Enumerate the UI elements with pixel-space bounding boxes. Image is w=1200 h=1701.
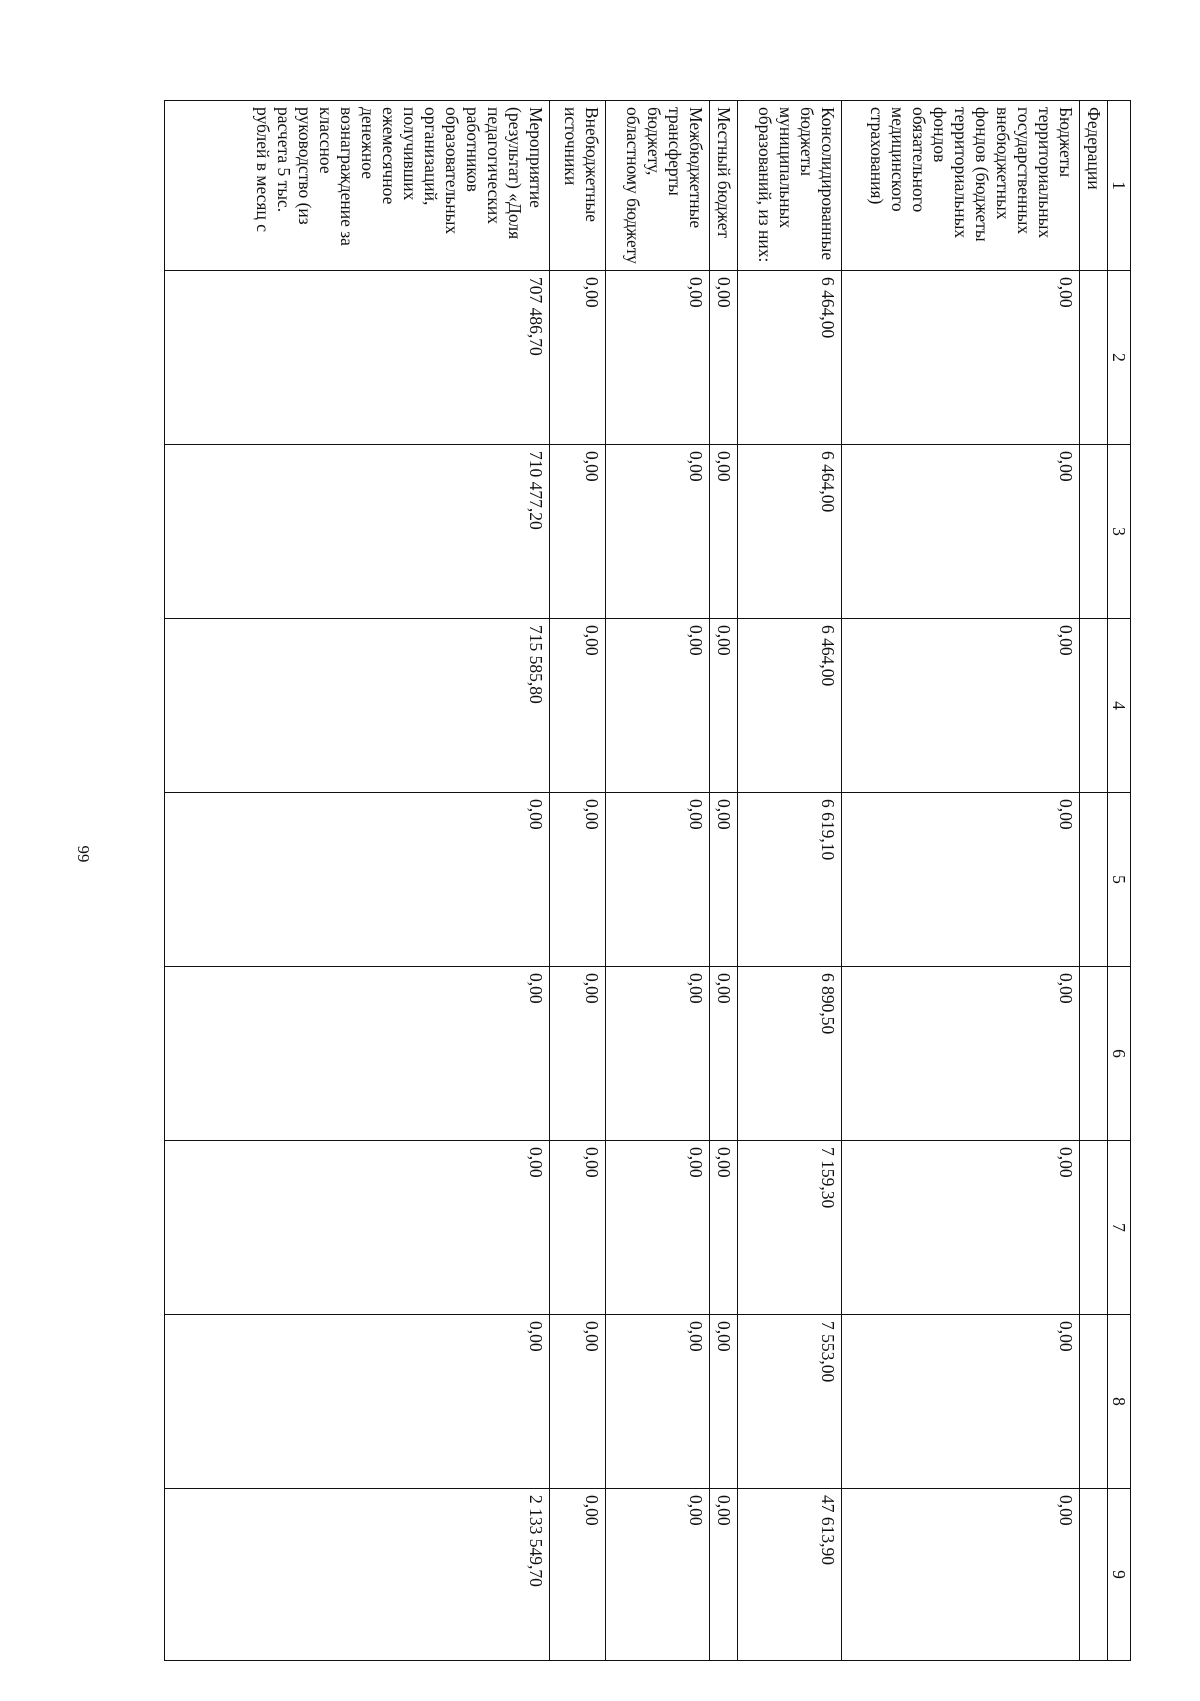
value-cell: 7 553,00	[738, 1315, 842, 1489]
value-cell: 0,00	[710, 445, 738, 619]
table-row	[842, 101, 1080, 1661]
row-label: Мероприятие (результат) «Доля педагогических работников образовательных организаций, получивших ежемесячное денежное вознаграждение за классное руководство (из расчета 5 тыс. рублей в месяц с	[165, 101, 550, 271]
value-cell	[1080, 1141, 1108, 1315]
value-cell: 7 159,30	[738, 1141, 842, 1315]
table-row	[738, 101, 842, 1661]
budget-table-container	[164, 100, 1131, 1660]
value-cell: 0,00	[710, 1141, 738, 1315]
value-cell	[1080, 1315, 1108, 1489]
row-label: Межбюджетные трансферты бюджету, областному бюджету	[606, 101, 710, 271]
page-number: 66	[74, 845, 93, 863]
value-cell: 0,00	[710, 1489, 738, 1661]
value-cell: 0,00	[606, 967, 710, 1141]
value-cell: 47 613,90	[738, 1489, 842, 1661]
value-cell: 0,00	[606, 793, 710, 967]
value-cell: 0,00	[710, 619, 738, 793]
table-row	[165, 101, 550, 1661]
value-cell: 0,00	[550, 1141, 606, 1315]
value-cell: 0,00	[550, 967, 606, 1141]
table-row	[550, 101, 606, 1661]
value-cell	[1080, 1489, 1108, 1661]
value-cell: 0,00	[550, 793, 606, 967]
value-cell: 0,00	[165, 967, 550, 1141]
value-cell: 0,00	[606, 271, 710, 445]
value-cell: 0,00	[606, 619, 710, 793]
value-cell: 715 585,80	[165, 619, 550, 793]
value-cell	[1080, 967, 1108, 1141]
value-cell: 0,00	[842, 967, 1080, 1141]
table-row	[1080, 101, 1108, 1661]
value-cell: 0,00	[165, 1141, 550, 1315]
header-cell: 6	[1108, 967, 1131, 1141]
value-cell: 0,00	[842, 793, 1080, 967]
header-cell: 4	[1108, 619, 1131, 793]
value-cell: 0,00	[550, 445, 606, 619]
value-cell: 0,00	[710, 1315, 738, 1489]
value-cell: 0,00	[842, 445, 1080, 619]
table-row	[606, 101, 710, 1661]
value-cell	[1080, 793, 1108, 967]
row-label: Местный бюджет	[710, 101, 738, 271]
header-cell: 1	[1108, 101, 1131, 271]
value-cell: 0,00	[842, 1315, 1080, 1489]
header-cell: 3	[1108, 445, 1131, 619]
value-cell: 6 619,10	[738, 793, 842, 967]
value-cell	[1080, 271, 1108, 445]
value-cell: 0,00	[842, 271, 1080, 445]
value-cell: 0,00	[710, 271, 738, 445]
value-cell: 0,00	[606, 1489, 710, 1661]
row-label: Федерации	[1080, 101, 1108, 271]
value-cell: 0,00	[606, 1315, 710, 1489]
value-cell: 0,00	[710, 967, 738, 1141]
value-cell: 0,00	[165, 793, 550, 967]
value-cell: 0,00	[165, 1315, 550, 1489]
value-cell: 0,00	[550, 1315, 606, 1489]
value-cell: 0,00	[606, 445, 710, 619]
value-cell: 0,00	[550, 271, 606, 445]
row-label: Внебюджетные источники	[550, 101, 606, 271]
row-label: Бюджеты территориальных государственных внебюджетных фондов (бюджеты территориальных фондов обязательного медицинского страхования)	[842, 101, 1080, 271]
table-row	[710, 101, 738, 1661]
value-cell: 0,00	[550, 1489, 606, 1661]
value-cell: 6 464,00	[738, 271, 842, 445]
header-cell: 9	[1108, 1489, 1131, 1661]
budget-table	[164, 100, 1131, 1661]
value-cell: 2 133 549,70	[165, 1489, 550, 1661]
value-cell: 0,00	[606, 1141, 710, 1315]
value-cell	[1080, 445, 1108, 619]
value-cell: 710 477,20	[165, 445, 550, 619]
value-cell: 6 464,00	[738, 445, 842, 619]
header-cell: 2	[1108, 271, 1131, 445]
value-cell: 6 464,00	[738, 619, 842, 793]
value-cell: 0,00	[550, 619, 606, 793]
header-cell: 8	[1108, 1315, 1131, 1489]
value-cell: 707 486,70	[165, 271, 550, 445]
value-cell: 0,00	[842, 619, 1080, 793]
row-label: Консолидированные бюджеты муниципальных образований, из них:	[738, 101, 842, 271]
value-cell: 6 890,50	[738, 967, 842, 1141]
value-cell: 0,00	[710, 793, 738, 967]
value-cell: 0,00	[842, 1489, 1080, 1661]
header-row	[1108, 101, 1131, 1661]
header-cell: 7	[1108, 1141, 1131, 1315]
value-cell: 0,00	[842, 1141, 1080, 1315]
value-cell	[1080, 619, 1108, 793]
header-cell: 5	[1108, 793, 1131, 967]
